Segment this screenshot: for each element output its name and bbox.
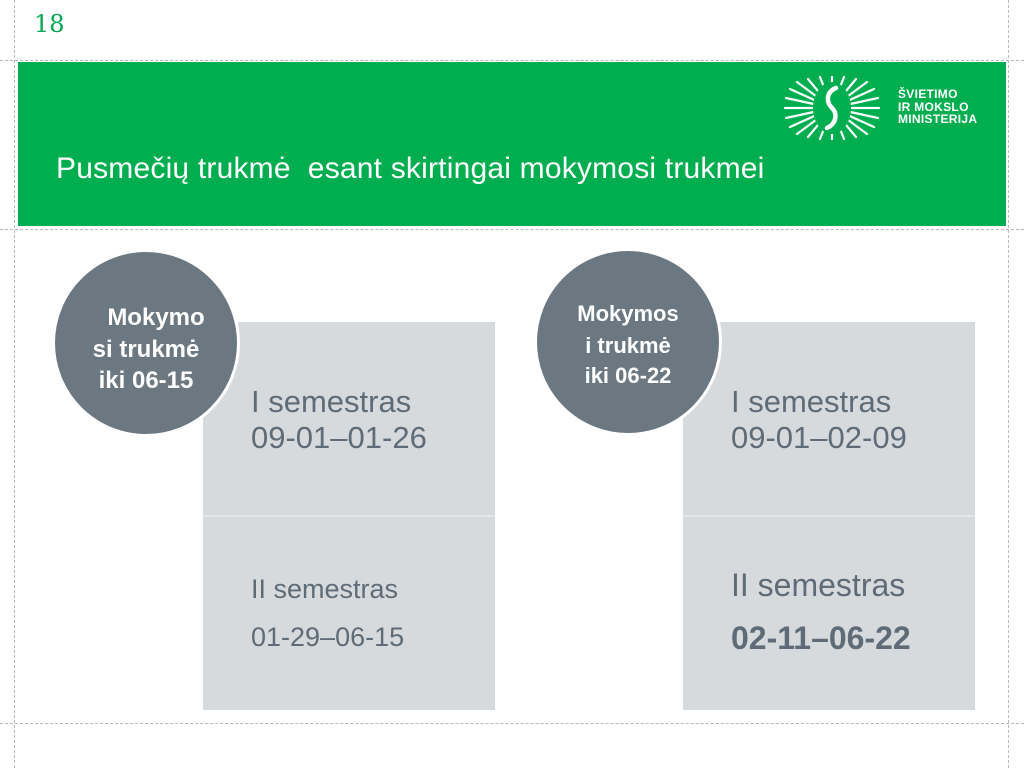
semester-2-label: II semestras [731,567,906,603]
logo-text-line: IR MOKSLO [898,99,969,114]
semester-2-dates: 02-11–06-22 [731,620,911,656]
slide-title: Pusmečių trukmė esant skirtingai mokymosi trukmei [56,152,765,185]
semester-1-dates: 09-01–01-26 [251,420,427,455]
semester-2-label: II semestras [251,574,399,604]
panel-divider [683,515,975,517]
panel-divider [203,515,495,517]
page-number: 18 [34,10,65,38]
ministry-logo [780,74,980,142]
semester-2-dates: 01-29–06-15 [251,622,405,652]
circle-line: iki 06-15 [98,367,194,394]
semester-1-label: I semestras [251,384,412,419]
guide-line [14,0,15,768]
circle-line: iki 06-22 [584,363,672,388]
semester-1-label: I semestras [731,384,892,419]
logo-text-line: ŠVIETIMO [898,87,958,101]
semester-1-dates: 09-01–02-09 [731,420,907,455]
circle-line: i trukmė [585,333,671,358]
circle-line: Mokymo [107,304,205,331]
semester-panel-1 [203,322,495,710]
circle-line: si trukmė [92,336,200,363]
guide-line [1008,0,1009,768]
guide-line [0,723,1024,724]
duration-circle-1 [52,249,240,437]
semester-panel-2 [683,322,975,710]
sun-emblem-icon [780,74,884,142]
guide-line [0,229,1024,230]
logo-text-line: MINISTERIJA [898,112,978,126]
circle-line: Mokymos [577,301,679,326]
duration-circle-2 [534,248,722,436]
guide-line [0,60,1024,61]
